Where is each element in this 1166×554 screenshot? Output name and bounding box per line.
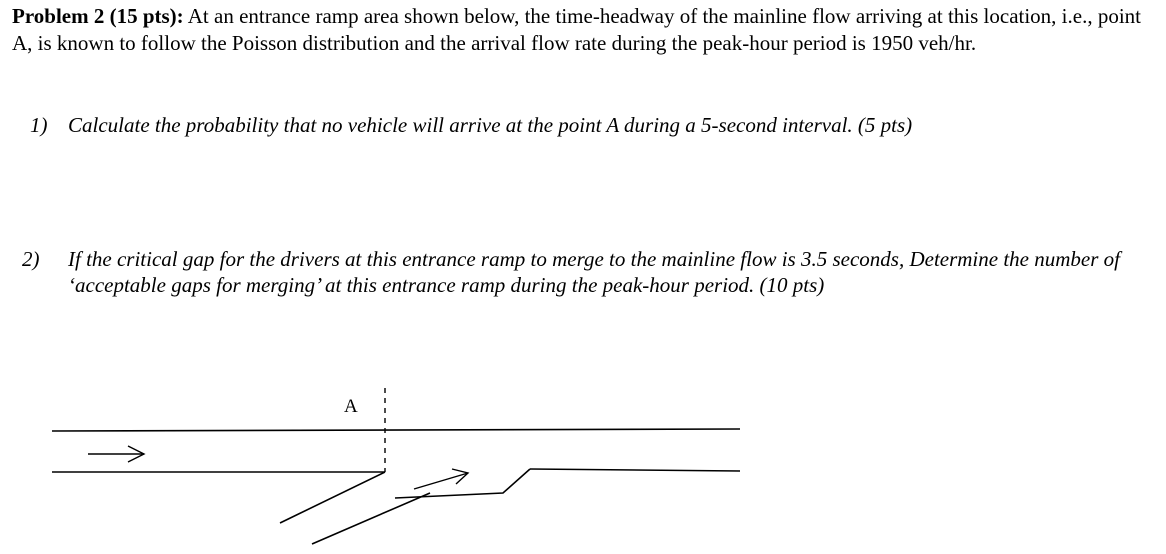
ramp-upper-edge (280, 472, 385, 523)
problem-statement (12, 3, 1152, 57)
point-a-label: A (344, 396, 358, 417)
question-2-text: If the critical gap for the drivers at this entrance ramp to merge to the mainline flow is 3.5 seconds, Determine the number of ‘acceptable gaps for merging’ at this entrance ramp during the peak-hour period. (10 pts) (68, 247, 1120, 297)
question-1-number: 1) (30, 113, 48, 137)
mainline-bottom-edge-right (530, 469, 740, 471)
question-2-number: 2) (22, 247, 40, 271)
entrance-ramp-diagram (0, 380, 760, 554)
ramp-outer-edge (312, 493, 430, 544)
ramp-flow-arrow-icon (414, 469, 468, 489)
problem-intro-text: At an entrance ramp area shown below, the time-headway of the mainline flow arriving at this location, i.e., point A, is known to follow the Poisson distribution and the arrival flow rate during the peak-hour period is 1950 veh/hr. (12, 4, 1142, 55)
problem-heading: Problem 2 (15 pts): (12, 4, 184, 28)
ramp-inner-edge (395, 469, 530, 498)
mainline-flow-arrow-icon (88, 446, 144, 462)
mainline-top-edge (52, 429, 740, 431)
question-1-text: Calculate the probability that no vehicle will arrive at the point A during a 5-second interval. (5 pts) (68, 113, 913, 137)
